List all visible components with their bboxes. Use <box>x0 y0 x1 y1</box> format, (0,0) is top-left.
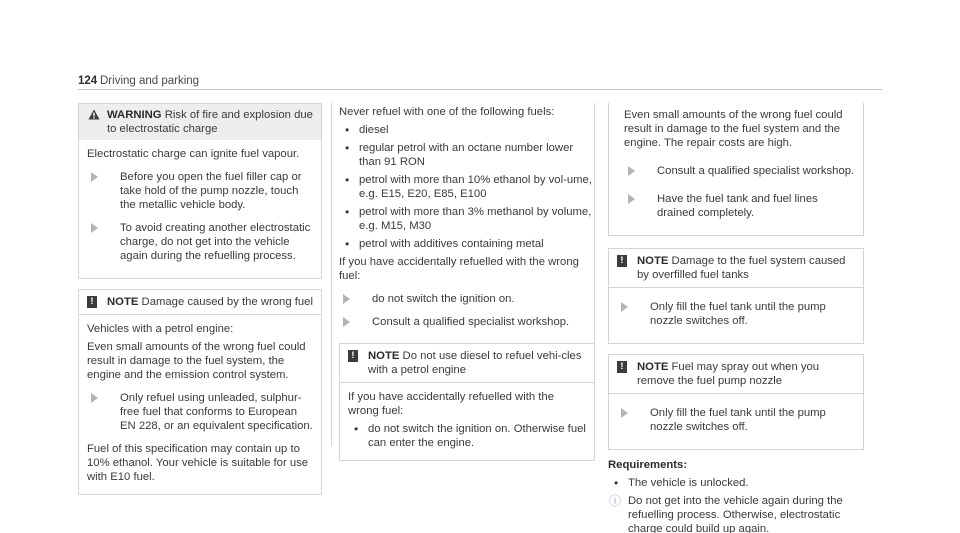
step-text: Only refuel using unleaded, sulphur-free fuel that conforms to European EN 228, or an equivalent specification. <box>120 392 313 432</box>
note-para-1: Vehicles with a petrol engine: <box>87 323 234 335</box>
note-step <box>617 300 855 328</box>
list-item-text: diesel <box>359 124 389 136</box>
bullet-dot: • <box>345 173 350 187</box>
list-item <box>339 123 595 137</box>
note-box-spray <box>608 354 864 450</box>
note-header <box>79 290 321 315</box>
list-item <box>339 237 595 251</box>
accident-step-2 <box>339 315 595 329</box>
note-para-2: Even small amounts of the wrong fuel could result in damage to the fuel system, the engine and the emission control system. <box>87 341 306 381</box>
note-keyword: NOTE <box>637 255 669 267</box>
step-arrow-icon <box>621 302 637 312</box>
list-item <box>339 141 595 169</box>
list-item-text: petrol with additives containing metal <box>359 238 544 250</box>
note-body <box>340 383 594 460</box>
step-text: Have the fuel tank and fuel lines drained completely. <box>657 193 818 219</box>
column-divider <box>594 103 595 446</box>
list-item <box>339 205 595 233</box>
column-3 <box>608 103 864 533</box>
bullet-dot: • <box>345 141 350 155</box>
note-step <box>617 406 855 434</box>
step-text: To avoid creating another electrostatic charge, do not get into the vehicle again during the refuelling process. <box>120 222 311 262</box>
column-2 <box>339 103 595 461</box>
note-keyword: NOTE <box>107 296 139 308</box>
continuation-text: Even small amounts of the wrong fuel could result in damage to the fuel system and the engine. The repair costs are high. <box>624 109 843 149</box>
cont-step-2 <box>624 192 855 220</box>
list-item-text: do not switch the ignition on. Otherwise fuel can enter the engine. <box>368 423 586 449</box>
note-title <box>637 360 857 388</box>
column-1 <box>78 103 322 495</box>
note-header <box>609 355 863 394</box>
note-step <box>87 391 313 433</box>
accident-step-1 <box>339 292 595 306</box>
step-text: Consult a qualified specialist workshop. <box>372 316 570 328</box>
note-box-overfilled <box>608 248 864 344</box>
note-body <box>609 103 863 235</box>
note-exclamation-icon: ! <box>617 255 627 267</box>
cont-step-1 <box>624 164 855 178</box>
list-item <box>608 476 864 490</box>
note-title <box>368 349 588 377</box>
step-arrow-icon <box>628 194 644 204</box>
warning-text: Electrostatic charge can ignite fuel vapour. <box>87 148 300 160</box>
note-title <box>637 254 857 282</box>
column-divider <box>331 103 332 446</box>
warning-title <box>87 108 315 136</box>
list-item-text: The vehicle is unlocked. <box>628 477 749 489</box>
fuel-list <box>339 123 595 251</box>
note-body <box>79 315 321 494</box>
list-item <box>348 422 586 450</box>
list-item <box>339 173 595 201</box>
note-keyword: NOTE <box>637 361 669 373</box>
step-text: Only fill the fuel tank until the pump nozzle switches off. <box>650 301 826 327</box>
bullet-dot: • <box>345 123 350 137</box>
bullet-dot: • <box>345 237 350 251</box>
note-body <box>609 288 863 343</box>
step-text: do not switch the ignition on. <box>372 293 515 305</box>
note-body <box>609 394 863 449</box>
note-continuation-box <box>608 103 864 236</box>
note-header <box>609 249 863 288</box>
step-arrow-icon <box>91 393 107 403</box>
list-item-text: petrol with more than 10% ethanol by vol-ume, e.g. E15, E20, E85, E100 <box>359 174 592 200</box>
warning-box <box>78 103 322 279</box>
step-arrow-icon <box>628 166 644 176</box>
list-item-text: regular petrol with an octane number lower than 91 RON <box>359 142 574 168</box>
step-arrow-icon <box>343 317 359 327</box>
warning-triangle-icon <box>88 109 100 120</box>
section-title: Driving and parking <box>100 75 200 87</box>
note-exclamation-icon: ! <box>87 296 97 308</box>
list-item-text: petrol with more than 3% methanol by volume, e.g. M15, M30 <box>359 206 592 232</box>
step-text: Only fill the fuel tank until the pump nozzle switches off. <box>650 407 826 433</box>
note-box-wrong-fuel <box>78 289 322 495</box>
note-title-text: Damage to the fuel system caused by overfilled fuel tanks <box>637 255 846 281</box>
fuels-intro: Never refuel with one of the following fuels: <box>339 106 555 118</box>
page-header <box>78 74 882 90</box>
note-exclamation-icon: ! <box>617 361 627 373</box>
note-title-text: Damage caused by the wrong fuel <box>138 296 313 308</box>
warning-step-1 <box>87 170 313 212</box>
note-title-text: Do not use diesel to refuel vehi-cles with a petrol engine <box>368 350 582 376</box>
note-box-diesel <box>339 343 595 461</box>
note-text: If you have accidentally refuelled with the wrong fuel: <box>348 391 554 417</box>
warning-keyword: WARNING <box>107 109 162 121</box>
note-para-3: Fuel of this specification may contain up to 10% ethanol. Your vehicle is suitable for use with E10 fuel. <box>87 443 309 483</box>
page-number: 124 <box>78 75 98 87</box>
note-keyword: NOTE <box>368 350 400 362</box>
info-text: Do not get into the vehicle again during the refuelling process. Otherwise, electrostatic charge could build up again. <box>628 495 843 533</box>
step-arrow-icon <box>343 294 359 304</box>
info-note <box>608 494 864 533</box>
step-arrow-icon <box>91 172 107 182</box>
note-header <box>340 344 594 383</box>
warning-body <box>79 140 321 278</box>
note-title <box>107 295 313 309</box>
note-title-text: Fuel may spray out when you remove the fuel pump nozzle <box>637 361 820 387</box>
note-exclamation-icon: ! <box>348 350 358 362</box>
step-arrow-icon <box>91 223 107 233</box>
step-arrow-icon <box>621 408 637 418</box>
info-icon: ⓘ <box>609 494 622 508</box>
accident-text: If you have accidentally refuelled with the wrong fuel: <box>339 256 579 282</box>
requirements-title: Requirements: <box>608 459 688 471</box>
step-text: Before you open the fuel filler cap or take hold of the pump nozzle, touch the metallic vehicle body. <box>120 171 302 211</box>
warning-title-text: Risk of fire and explosion due to electrostatic charge <box>107 109 313 135</box>
step-text: Consult a qualified specialist workshop. <box>657 165 855 177</box>
bullet-dot: • <box>345 205 350 219</box>
bullet-dot: • <box>614 476 619 490</box>
warning-header <box>79 104 321 140</box>
bullet-dot: • <box>354 422 359 436</box>
warning-step-2 <box>87 221 313 263</box>
